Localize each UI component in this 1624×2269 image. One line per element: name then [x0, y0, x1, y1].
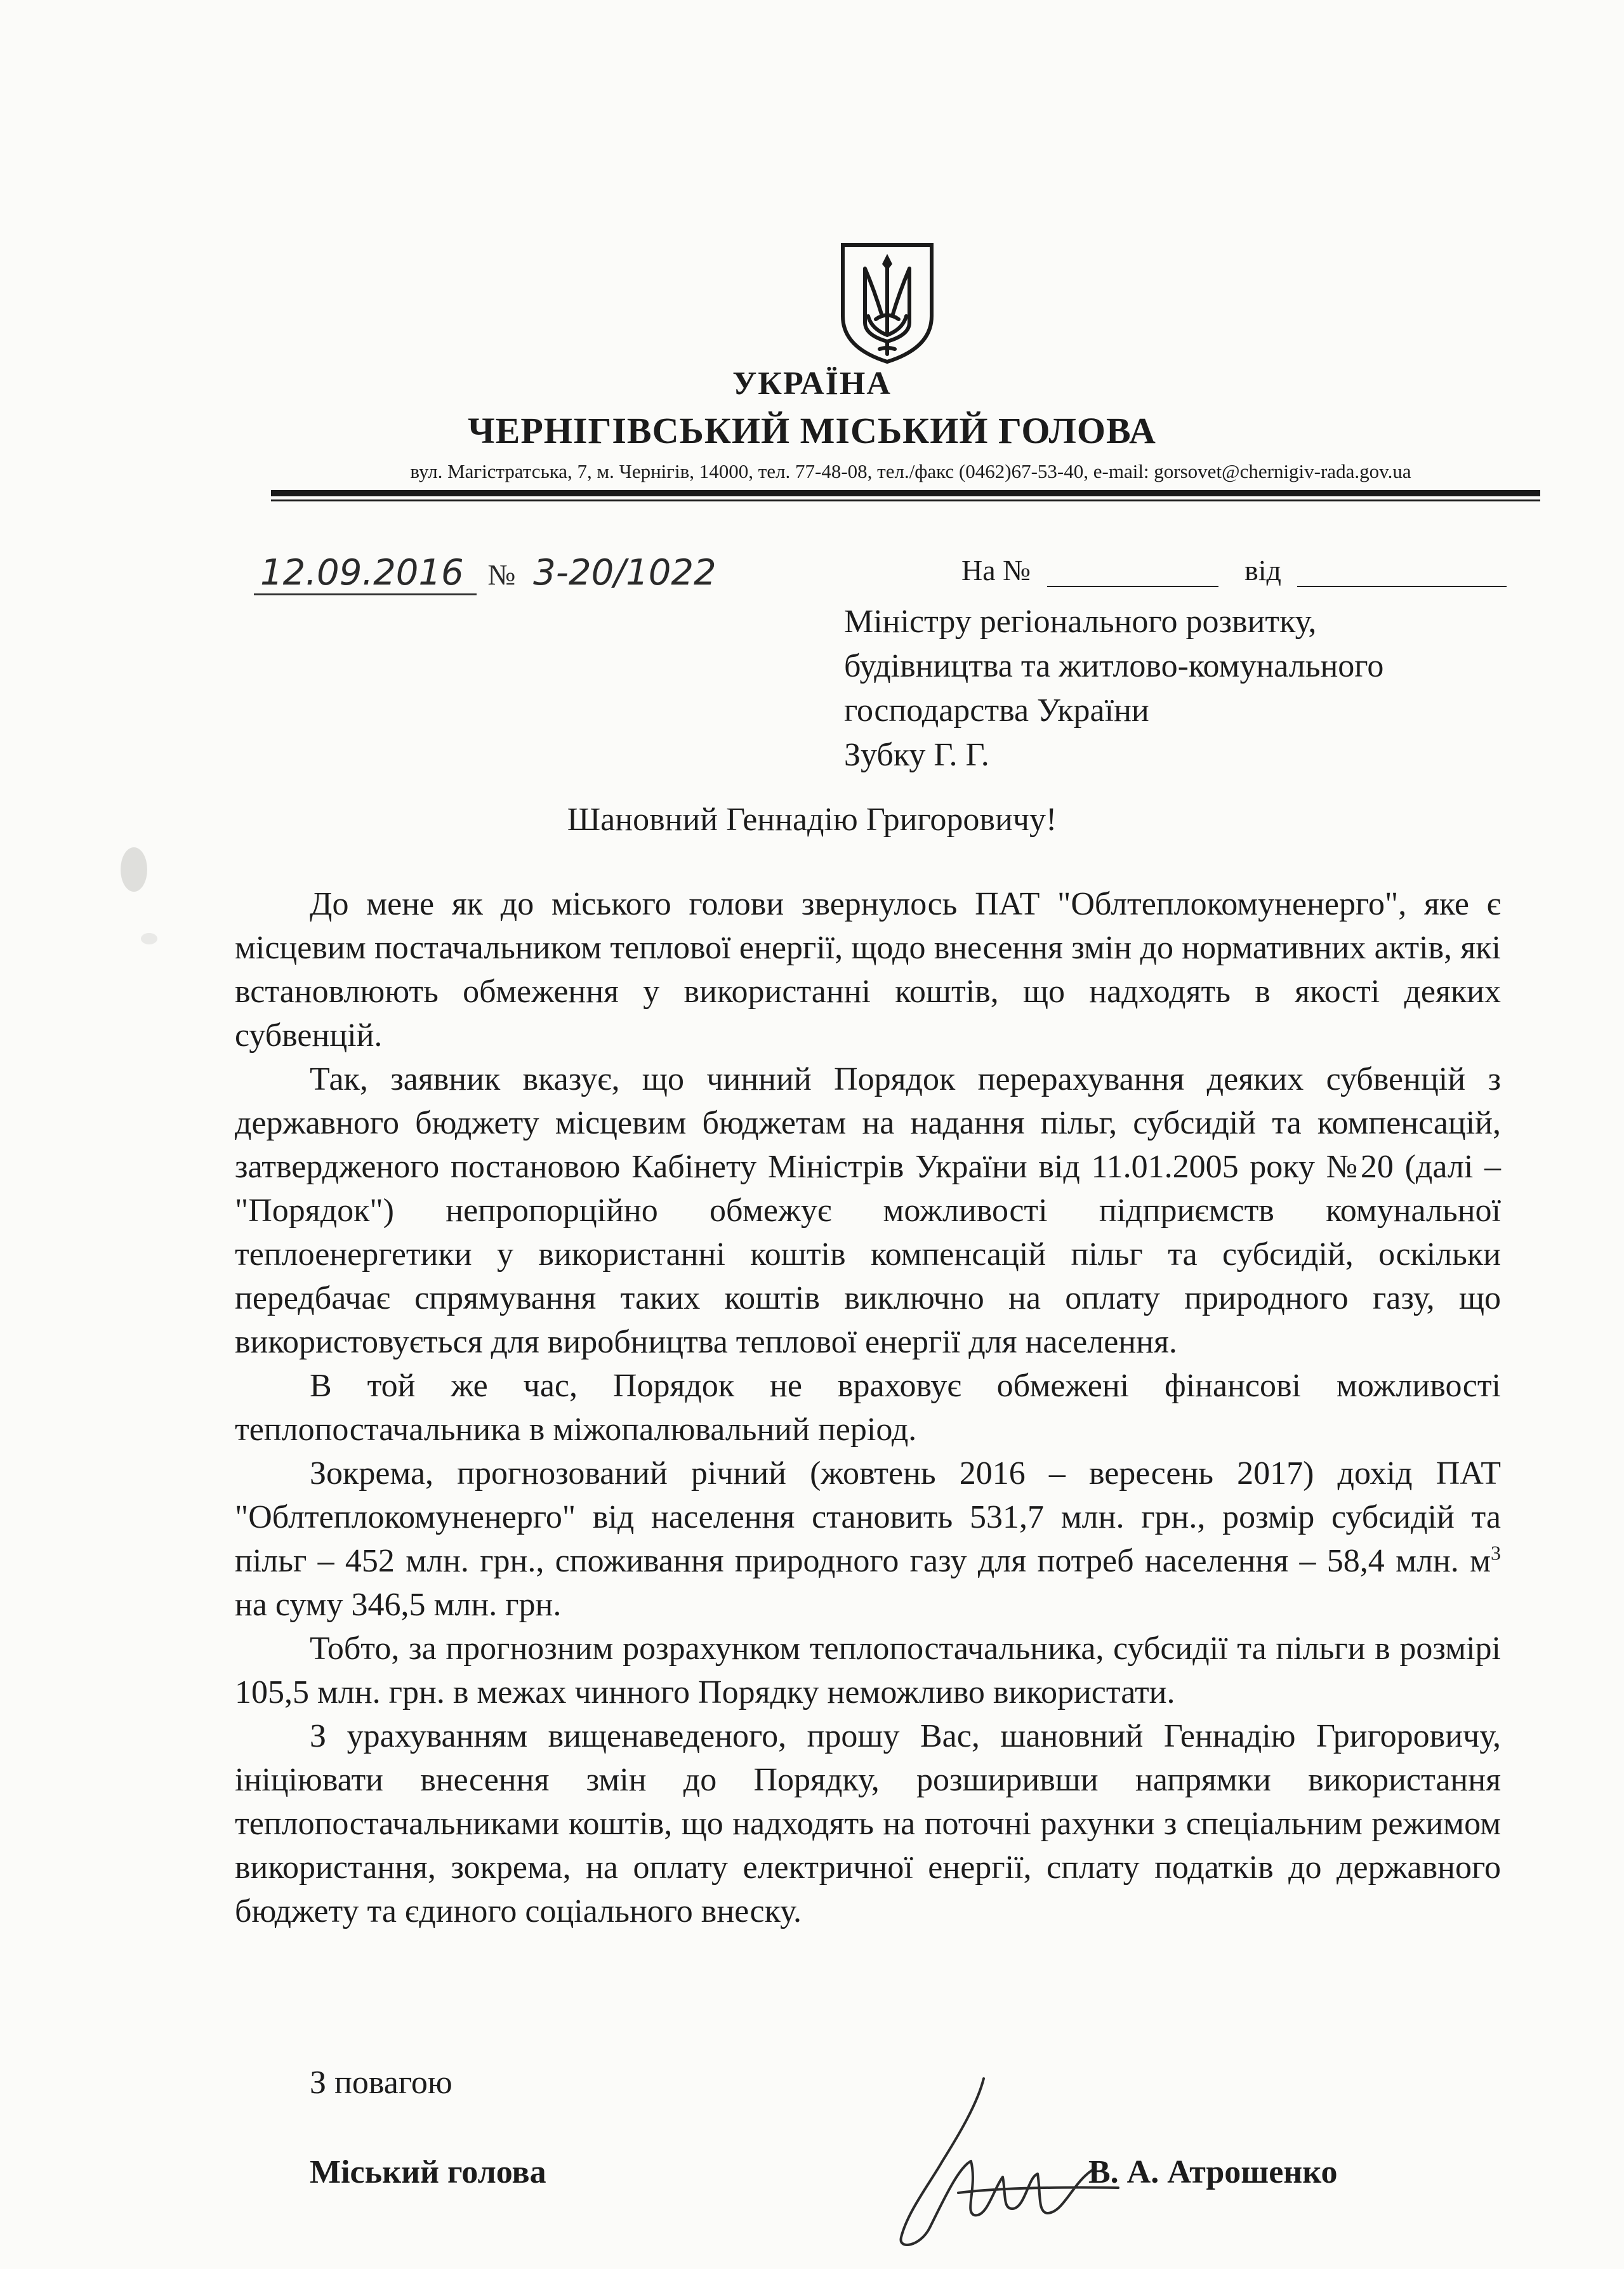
reference-date-blank — [1297, 555, 1507, 587]
registration-number: 3-20/1022 — [533, 552, 716, 593]
signer-position: Міський голова — [310, 2154, 546, 2190]
letter-body — [235, 882, 1501, 1933]
body-paragraph: З урахуванням вищенаведеного, прошу Вас, шановний Геннадію Григоровичу, ініціювати внесення змін до Порядку, розширивши напрямки використання теплопостачальниками коштів, що надходять на поточні рахунки з спеціальним режимом використання, зокрема, на оплату електричної енергії, сплату податків до державного бюджету та єдиного соціального внеску. — [235, 1718, 1501, 1929]
reference-date-label: від — [1244, 554, 1281, 586]
salutation: Шановний Геннадію Григоровичу! — [567, 802, 1057, 838]
ukraine-trident-emblem-icon — [836, 240, 938, 367]
addressee-line: Зубку Г. Г. — [844, 737, 989, 773]
registration-line — [254, 552, 716, 595]
handwritten-signature — [882, 2066, 1123, 2256]
body-paragraph: В той же час, Порядок не враховує обмежені фінансові можливості теплопостачальника в міжопалювальний період. — [235, 1368, 1501, 1448]
scan-smudge — [121, 847, 147, 892]
reference-line — [961, 553, 1507, 587]
body-paragraph: До мене як до міського голови звернулось ПАТ "Облтеплокомуненерго", яке є місцевим постачальником теплової енергії, щодо внесення змін до нормативних актів, які встановлюють обмеження у використанні коштів, що надходять в якості деяких субвенцій. — [235, 886, 1501, 1054]
addressee-block — [844, 600, 1383, 777]
scan-smudge — [141, 933, 157, 944]
figures-text: Зокрема, прогнозований річний (жовтень 2016 – вересень 2017) дохід ПАТ "Облтеплокомуненерго" від населення становить 531,7 млн. грн., розмір субсидій та пільг – 452 млн. грн., споживання природного газу для потреб населення – 58,4 млн. м — [235, 1455, 1501, 1579]
number-sign: № — [487, 559, 516, 591]
contact-line: вул. Магістратська, 7, м. Чернігів, 14000, тел. 77-48-08, тел./факс (0462)67-53-40, e-mail: gorsovet@chernigiv-rada.gov.ua — [410, 460, 1411, 482]
cubic-superscript: 3 — [1491, 1541, 1501, 1564]
closing-regards: З повагою — [310, 2065, 452, 2101]
registration-date: 12.09.2016 — [254, 552, 477, 595]
body-paragraph: Так, заявник вказує, що чинний Порядок перерахування деяких субвенцій з державного бюджету місцевим бюджетам на надання пільг, субсидій та компенсацій, затвердженого постановою Кабінету Міністрів України від 11.01.2005 року №20 (далі – "Порядок") непропорційно обмежує можливості підприємств комунальної теплоенергетики у використанні коштів компенсацій пільг та субсидій, оскільки передбачає спрямування таких коштів виключно на оплату природного газу, що використовується для виробництва теплової енергії для населення. — [235, 1061, 1501, 1360]
country-title: УКРАЇНА — [732, 366, 892, 402]
signer-name: В. А. Атрошенко — [1088, 2154, 1338, 2190]
header-divider — [271, 490, 1540, 496]
office-title: ЧЕРНІГІВСЬКИЙ МІСЬКИЙ ГОЛОВА — [468, 410, 1156, 451]
addressee-line: будівництва та житлово-комунального — [844, 648, 1384, 684]
addressee-line: Міністру регіонального розвитку, — [844, 604, 1317, 640]
addressee-line: господарства України — [844, 692, 1149, 729]
reference-number-label: На № — [961, 554, 1031, 586]
reference-number-blank — [1047, 555, 1218, 587]
body-paragraph-figures — [235, 1452, 1501, 1627]
body-paragraph: Тобто, за прогнозним розрахунком теплопостачальника, субсидії та пільги в розмірі 105,5 млн. грн. в межах чинного Порядку неможливо використати. — [235, 1631, 1501, 1710]
header-divider-thin — [271, 499, 1540, 501]
figures-text-tail: на суму 346,5 млн. грн. — [235, 1587, 562, 1623]
